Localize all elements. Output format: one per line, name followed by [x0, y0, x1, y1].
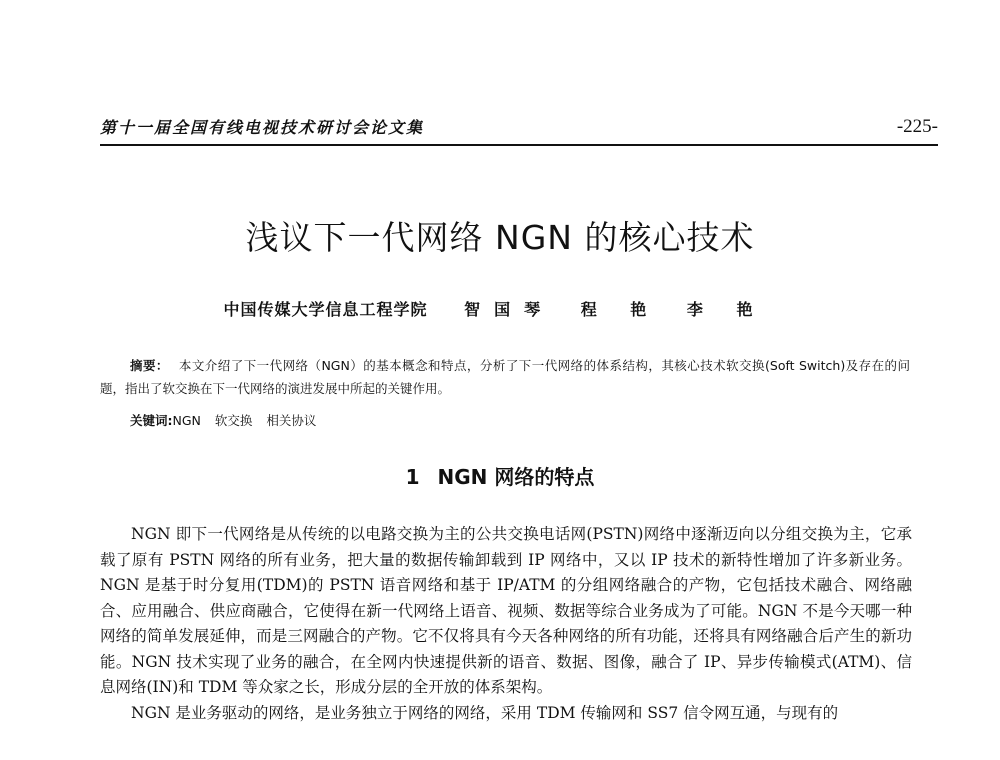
author-name: 智国琴	[464, 300, 555, 319]
body-text	[100, 522, 912, 726]
paper-title: 浅议下一代网络 NGN 的核心技术	[245, 218, 755, 257]
keyword: NGN	[172, 413, 201, 428]
keywords-label: 关键词:	[130, 413, 173, 428]
section-title: NGN 网络的特点	[437, 465, 595, 489]
running-header	[100, 108, 938, 146]
affiliation: 中国传媒大学信息工程学院	[223, 300, 428, 319]
keywords	[130, 409, 330, 432]
section-number: 1	[405, 465, 420, 489]
paragraph: NGN 是业务驱动的网络，是业务独立于网络的网络，采用 TDM 传输网和 SS7 信令网互通，与现有的	[131, 703, 839, 722]
author-name: 李 艳	[686, 300, 767, 319]
paragraph: NGN 即下一代网络是从传统的以电路交换为主的公共交换电话网(PSTN)网络中逐渐迈向以分组交换为主，它承载了原有 PSTN 网络的所有业务，把大量的数据传输卸载到 IP 网络中，又以 IP 技术的新特性增加了许多新业务。NGN 是基于时分复用(TDM)的 PSTN 语音网络和基于 IP/ATM 的分组网络融合的产物，它包括技术融合、网络融合、应用融合、供应商融合，它使得在新一代网络上语音、视频、数据等综合业务成为了可能。NGN 不是今天哪一种网络的简单发展延伸，而是三网融合的产物。它不仅将具有今天各种网络的所有功能，还将具有网络融合后产生的新功能。NGN 技术实现了业务的融合，在全网内快速提供新的语音、数据、图像，融合了 IP、异步传输模式(ATM)、信息网络(IN)和 TDM 等众家之长，形成分层的全开放的体系架构。	[100, 525, 912, 696]
page-number: -225-	[896, 116, 938, 137]
section-heading	[0, 461, 1000, 490]
abstract-text: 本文介绍了下一代网络（NGN）的基本概念和特点，分析了下一代网络的体系结构，其核心技术软交换(Soft Switch)及存在的问题，指出了软交换在下一代网络的演进发展中所起的关键作用。	[100, 358, 910, 396]
author-name: 程 艳	[580, 300, 661, 319]
abstract	[100, 354, 910, 400]
author-line	[0, 297, 1000, 320]
proceedings-title: 第十一届全国有线电视技术研讨会论文集	[100, 118, 425, 137]
abstract-label: 摘要：	[130, 358, 169, 373]
keyword: 软交换	[214, 413, 253, 428]
keyword: 相关协议	[266, 413, 317, 428]
